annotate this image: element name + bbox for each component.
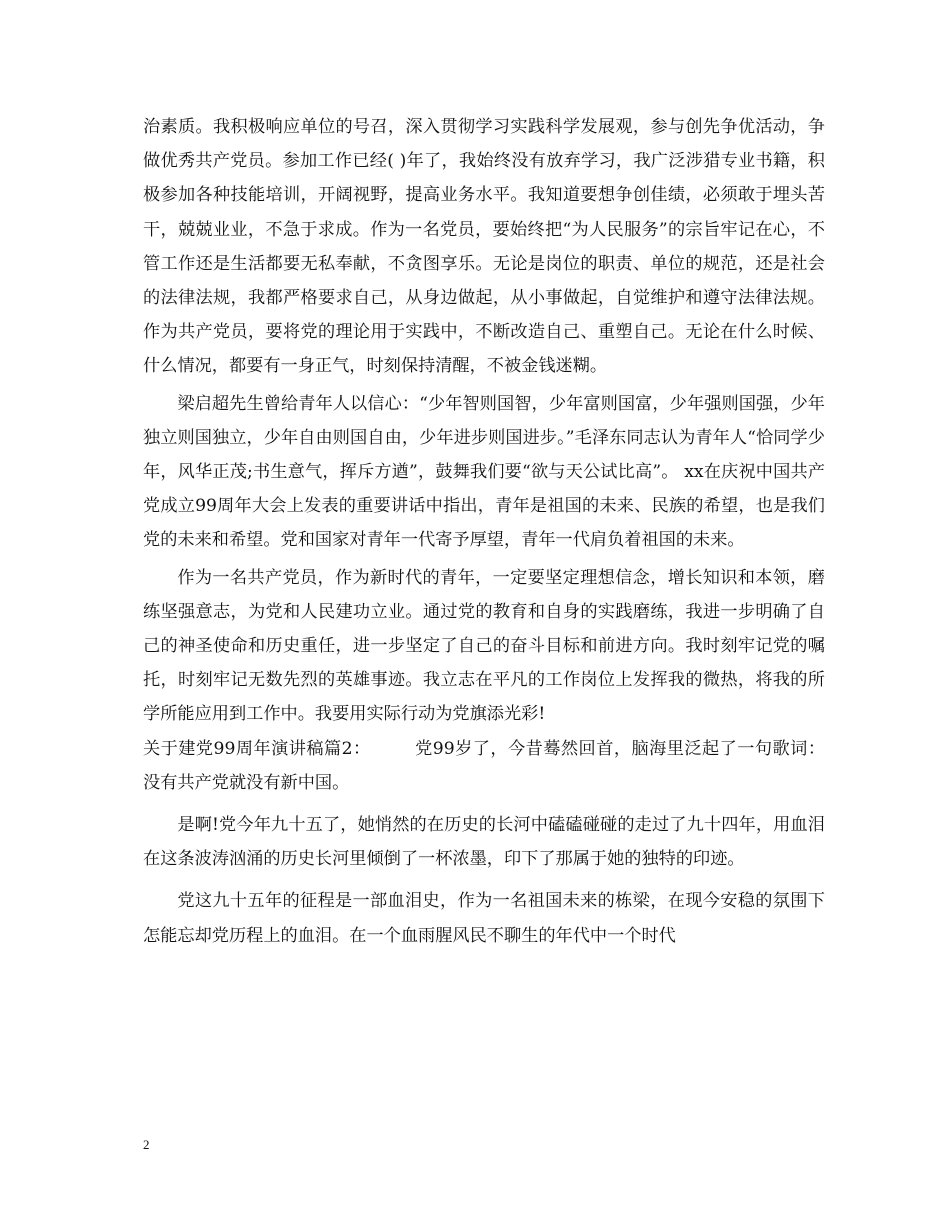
paragraph-party-ninety-five: 是啊!党今年九十五了，她悄然的在历史的长河中磕磕碰碰的走过了九十四年，用血泪在这条波涛汹涌的历史长河里倾倒了一杯浓墨，印下了那属于她的独特的印迹。: [143, 815, 825, 870]
paragraph-political-quality: 治素质。我积极响应单位的号召，深入贯彻学习实践科学发展观，参与创先争优活动，争做优秀共产党员。参加工作已经( )年了，我始终没有放弃学习，我广泛涉猎专业书籍，积极参加各种技能培训，开阔视野，提高业务水平。我知道要想争创佳绩，必须敢于埋头苦干，兢兢业业，不急于求成。作为一名党员，要始终把“为人民服务”的宗旨牢记在心，不管工作还是生活都要无私奉献，不贪图享乐。无论是岗位的职责、单位的规范，还是社会的法律法规，我都严格要求自己，从身边做起，从小事做起，自觉维护和遵守法律法规。作为共产党员，要将党的理论用于实践中，不断改造自己、重塑自己。无论在什么时候、什么情况，都要有一身正气，时刻保持清醒，不被金钱迷糊。: [143, 117, 825, 377]
paragraph-blood-and-tears-history: 党这九十五年的征程是一部血泪史，作为一名祖国未来的栋梁，在现今安稳的氛围下怎能忘却党历程上的血泪。在一个血雨腥风民不聊生的年代中一个时代: [143, 891, 825, 946]
paragraph-new-era-youth: 作为一名共产党员，作为新时代的青年，一定要坚定理想信念，增长知识和本领，磨练坚强意志，为党和人民建功立业。通过党的教育和自身的实践磨练，我进一步明确了自己的神圣使命和历史重任，进一步坚定了自己的奋斗目标和前进方向。我时刻牢记党的嘱托，时刻牢记无数先烈的英雄事迹。我立志在平凡的工作岗位上发挥我的微热，将我的所学所能应用到工作中。我要用实际行动为党旗添光彩!: [143, 567, 825, 725]
document-body: [143, 110, 825, 953]
section-heading: 关于建党99周年演讲稿篇2：: [143, 738, 371, 759]
paragraph-liang-qichao-quote: 梁启超先生曾给青年人以信心：“少年智则国智，少年富则国富，少年强则国强，少年独立则国独立，少年自由则国自由，少年进步则国进步。”毛泽东同志认为青年人“恰同学少年，风华正茂;书生意气，挥斥方遒”，鼓舞我们要“欲与天公试比高”。 xx在庆祝中国共产党成立99周年大会上发表的重要讲话中指出，青年是祖国的未来、民族的希望，也是我们党的未来和希望。党和国家对青年一代寄予厚望，青年一代肩负着祖国的未来。: [143, 393, 825, 551]
page-number: 2: [143, 1137, 150, 1152]
section-heading-line: [143, 732, 825, 800]
section-opening-text: 党99岁了，今昔蓦然回首，脑海里泛起了一句歌词：没有共产党就没有新中国。: [143, 738, 826, 793]
